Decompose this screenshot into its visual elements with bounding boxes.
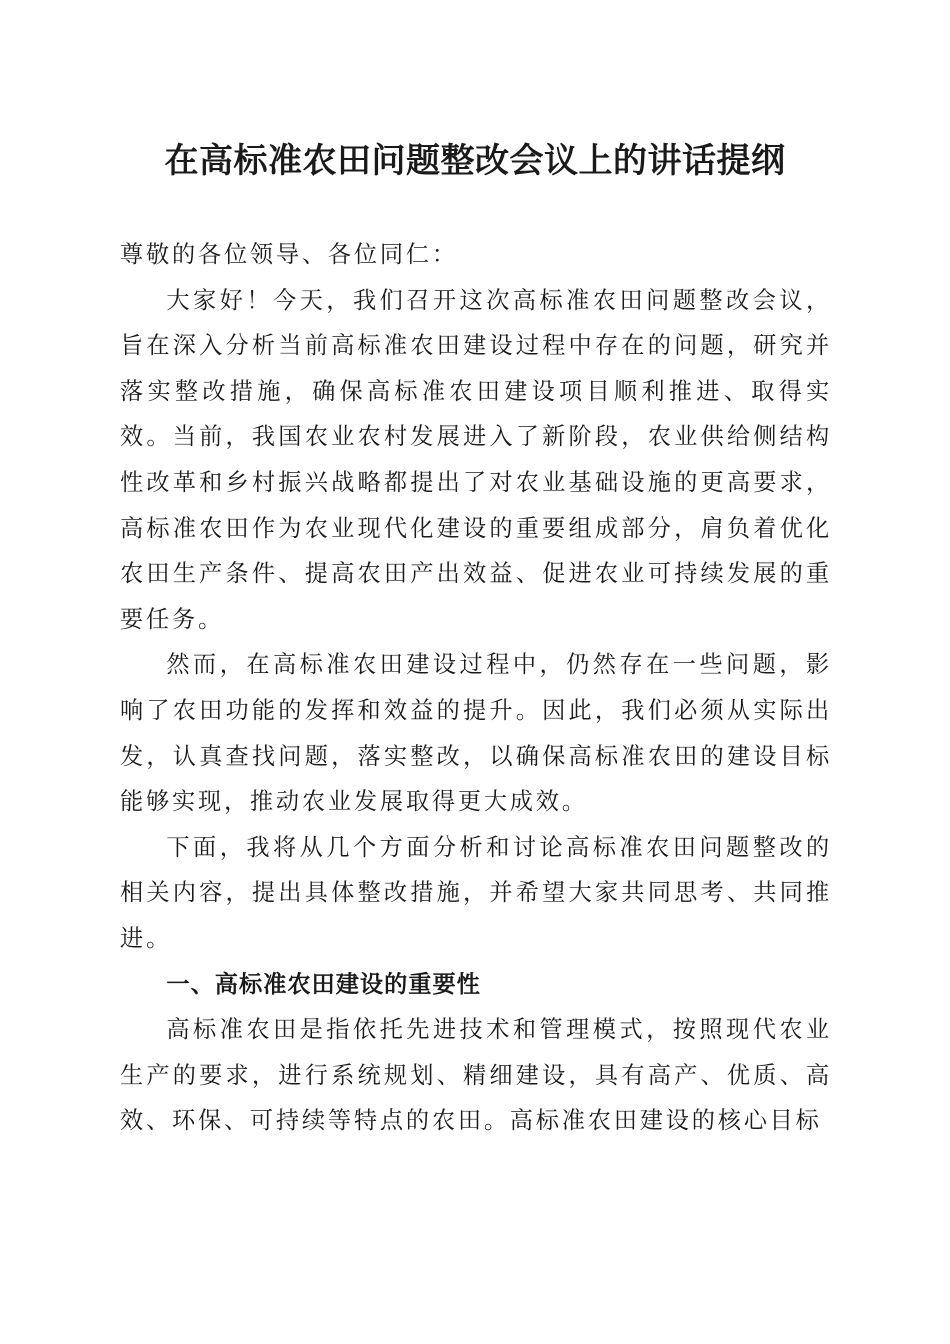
salutation: 尊敬的各位领导、各位同仁：: [120, 241, 458, 268]
document-body: [120, 232, 832, 1144]
paragraph-problems: 然而，在高标准农田建设过程中，仍然存在一些问题，影响了农田功能的发挥和效益的提升。因此，我们必须从实际出发，认真查找问题，落实整改，以确保高标准农田的建设目标能够实现，推动农业发展取得更大成效。: [120, 651, 832, 816]
paragraph-outline: 下面，我将从几个方面分析和讨论高标准农田问题整改的相关内容，提出具体整改措施，并希望大家共同思考、共同推进。: [120, 833, 832, 952]
document-title: 在高标准农田问题整改会议上的讲话提纲: [164, 141, 786, 181]
section-heading: 一、高标准农田建设的重要性: [166, 970, 481, 998]
paragraph-opening: 大家好！今天，我们召开这次高标准农田问题整改会议，旨在深入分析当前高标准农田建设过程中存在的问题，研究并落实整改措施，确保高标准农田建设项目顺利推进、取得实效。当前，我国农业农村发展进入了新阶段，农业供给侧结构性改革和乡村振兴战略都提出了对农业基础设施的更高要求，高标准农田作为农业现代化建设的重要组成部分，肩负着优化农田生产条件、提高农田产出效益、促进农业可持续发展的重要任务。: [120, 286, 832, 633]
section-paragraph: 高标准农田是指依托先进技术和管理模式，按照现代农业生产的要求，进行系统规划、精细建设，具有高产、优质、高效、环保、可持续等特点的农田。高标准农田建设的核心目标: [120, 1016, 832, 1135]
